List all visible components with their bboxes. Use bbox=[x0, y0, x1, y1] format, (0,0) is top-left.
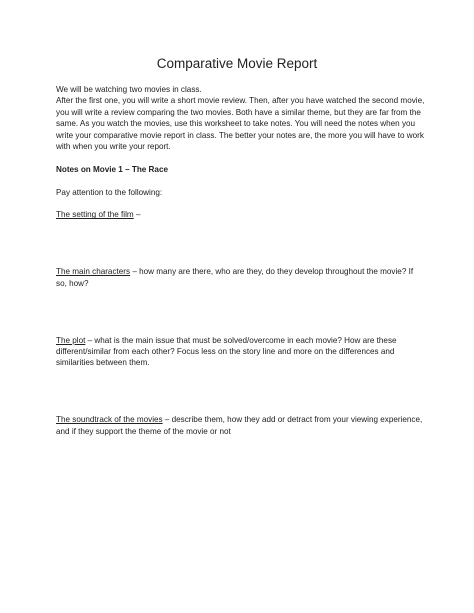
section-setting-text: – bbox=[133, 210, 141, 220]
section-setting bbox=[56, 209, 426, 220]
document-title: Comparative Movie Report bbox=[156, 56, 318, 71]
section-main-characters bbox=[56, 266, 426, 289]
pay-attention-text: Pay attention to the following: bbox=[56, 187, 163, 197]
section-soundtrack bbox=[56, 414, 426, 437]
section-soundtrack-text: – describe them, how they add or detract from your viewing experience, and if they support the theme of the movie or not bbox=[56, 415, 423, 436]
intro-line: We will be watching two movies in class. bbox=[56, 85, 202, 94]
section-plot bbox=[56, 335, 426, 369]
document-body bbox=[56, 84, 426, 437]
intro-paragraph: After the first one, you will write a short movie review. Then, after you have watched the second movie, you will write a review comparing the two movies. Both have a similar theme, but they are far from the same. As you watch the movies, use this worksheet to take notes. You will need the notes when you write your comparative movie report in class. The better your notes are, the more you will have to work with when you write your report. bbox=[56, 96, 425, 152]
section-soundtrack-label: The soundtrack of the movies bbox=[56, 415, 163, 425]
section-main-characters-text: – how many are there, who are they, do they develop throughout the movie? If so, how? bbox=[56, 267, 414, 288]
section-plot-label: The plot bbox=[56, 335, 86, 345]
section-plot-text: – what is the main issue that must be solved/overcome in each movie? How are these different/similar from each other? Focus less on the story line and more on the differences and similarities between them. bbox=[56, 335, 397, 368]
section-main-characters-label: The main characters bbox=[56, 267, 131, 277]
movie1-heading: Notes on Movie 1 – The Race bbox=[56, 165, 168, 175]
section-setting-label: The setting of the film bbox=[56, 210, 134, 220]
